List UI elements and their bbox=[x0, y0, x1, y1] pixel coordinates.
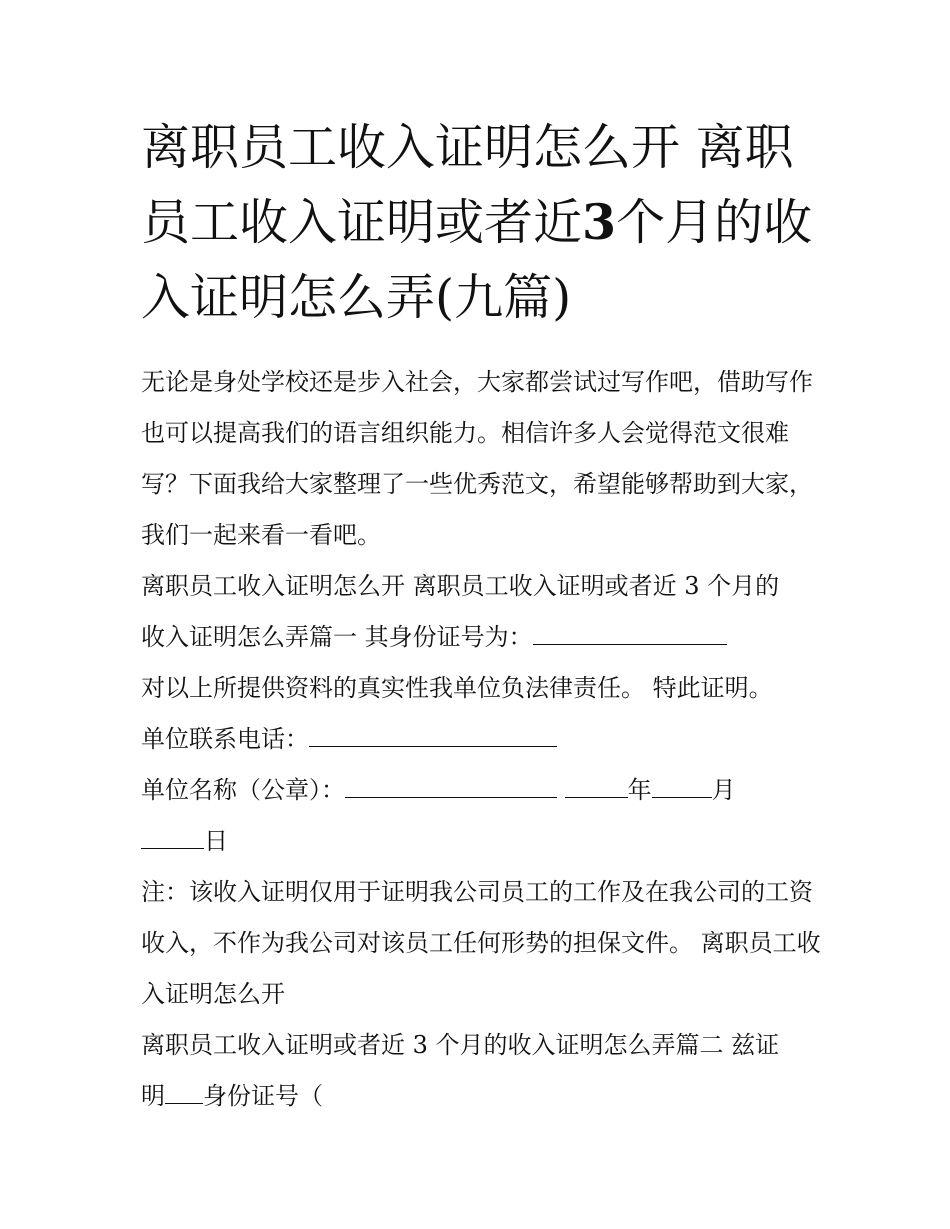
responsibility-statement: 对以上所提供资料的真实性我单位负法律责任。 特此证明。 bbox=[141, 674, 773, 702]
section1-heading-line2 bbox=[141, 612, 821, 663]
unit-label: 单位名称（公章）： bbox=[141, 776, 345, 804]
title-part2: 个月的收入证明怎么弄(九篇) bbox=[141, 194, 813, 326]
unit-line bbox=[141, 765, 821, 867]
unit-blank bbox=[345, 777, 557, 798]
phone-label: 单位联系电话： bbox=[141, 725, 309, 753]
document-page bbox=[141, 110, 821, 1122]
phone-line bbox=[141, 714, 821, 765]
section2-line2-prefix: 明 bbox=[141, 1082, 165, 1110]
section1-heading-line1: 离职员工收入证明怎么开 离职员工收入证明或者近 3 个月的 bbox=[141, 572, 780, 600]
day-label: 日 bbox=[204, 827, 228, 855]
year-blank bbox=[565, 777, 628, 798]
section2-heading-line1: 离职员工收入证明或者近 3 个月的收入证明怎么弄篇二 兹证 bbox=[141, 1031, 780, 1059]
document-title bbox=[141, 110, 821, 335]
phone-blank bbox=[309, 726, 557, 747]
id-number-label: 收入证明怎么弄篇一 其身份证号为： bbox=[141, 623, 533, 651]
name-blank bbox=[165, 1083, 203, 1104]
note-paragraph: 注：该收入证明仅用于证明我公司员工的工作及在我公司的工资收入，不作为我公司对该员工任何形势的担保文件。 离职员工收入证明怎么开 bbox=[141, 878, 821, 1008]
section2-line2 bbox=[141, 1071, 821, 1122]
month-label: 月 bbox=[711, 776, 736, 804]
title-part1: 离职员工收入证明怎么开 离职员工收入证明或者近 bbox=[141, 119, 794, 251]
title-number: 3 bbox=[582, 193, 617, 251]
id-number-blank bbox=[533, 624, 727, 645]
intro-paragraph: 无论是身处学校还是步入社会，大家都尝试过写作吧，借助写作也可以提高我们的语言组织能力。相信许多人会觉得范文很难写？下面我给大家整理了一些优秀范文，希望能够帮助到大家，我们一起来看一看吧。 bbox=[141, 368, 813, 549]
section2-line2-suffix: 身份证号（ bbox=[203, 1082, 323, 1110]
month-blank bbox=[652, 777, 712, 798]
day-blank bbox=[141, 828, 204, 849]
year-label: 年 bbox=[627, 776, 652, 804]
